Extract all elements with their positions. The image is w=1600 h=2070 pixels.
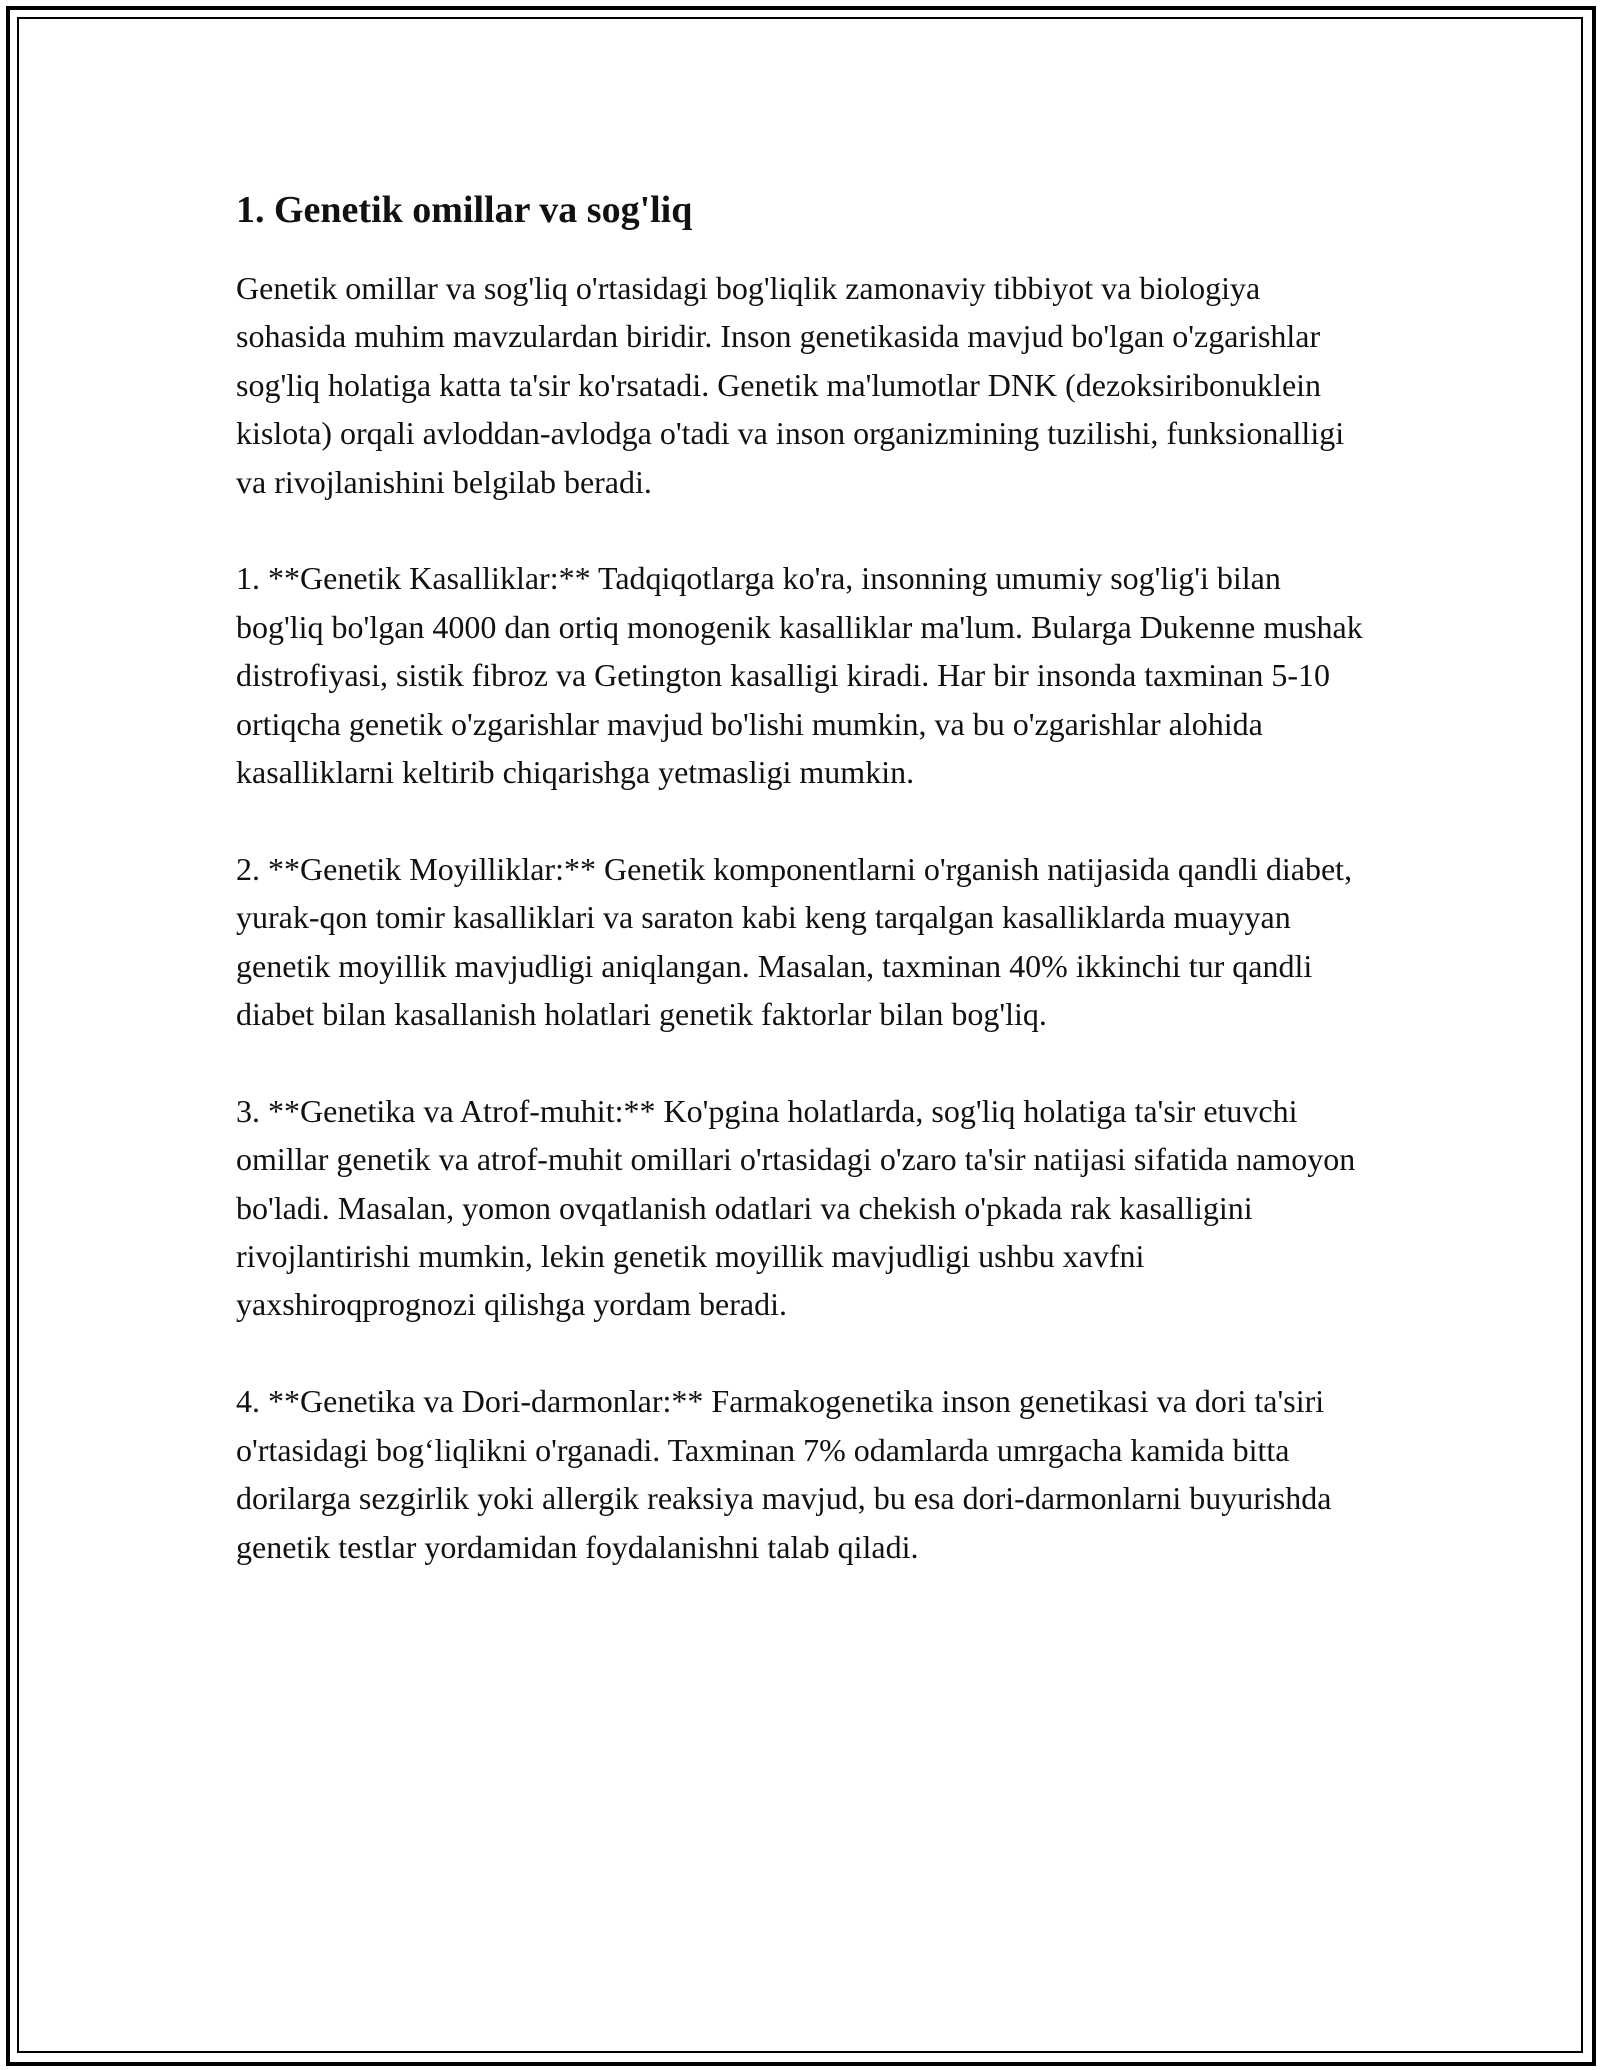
paragraph-genetics-environment: 3. **Genetika va Atrof-muhit:** Ko'pgina holatlarda, sog'liq holatiga ta'sir etuvchi omillar genetik va atrof-muhit omillari o'rtasidagi o'zaro ta'sir natijasi sifatida namoyon bo'ladi. Masalan, yomon ovqatlanish odatlari va chekish o'pkada rak kasalligini rivojlantirishi mumkin, lekin genetik moyillik mavjudligi ushbu xavfni yaxshiroqprognozi qilishga yordam beradi. — [236, 1092, 1356, 1323]
paragraph-genetic-predispositions: 2. **Genetik Moyilliklar:** Genetik komponentlarni o'rganish natijasida qandli diabet, yurak-qon tomir kasalliklari va saraton kabi keng tarqalgan kasalliklarda muayyan genetik moyillik mavjudligi aniqlangan. Masalan, taxminan 40% ikkinchi tur qandli diabet bilan kasallanish holatlari genetik faktorlar bilan bog'liq. — [236, 850, 1353, 1033]
document-body — [236, 186, 1366, 1571]
paragraph-genetics-medicines: 4. **Genetika va Dori-darmonlar:** Farmakogenetika inson genetikasi va dori ta'siri o'rtasidagi bog‘liqlikni o'rganadi. Taxminan 7% odamlarda umrgacha kamida bitta dorilarga sezgirlik yoki allergik reaksiya mavjud, bu esa dori-darmonlarni buyurishda genetik testlar yordamidan foydalanishni talab qiladi. — [236, 1383, 1332, 1565]
intro-paragraph: Genetik omillar va sog'liq o'rtasidagi bog'liqlik zamonaviy tibbiyot va biologiya sohasida muhim mavzulardan biridir. Inson genetikasida mavjud bo'lgan o'zgarishlar sog'liq holatiga katta ta'sir ko'rsatadi. Genetik ma'lumotlar DNK (dezoksiribonuklein kislota) orqali avloddan-avlodga o'tadi va inson organizmining tuzilishi, funksionalligi va rivojlanishini belgilab beradi. — [236, 270, 1345, 500]
section-heading: 1. Genetik omillar va sog'liq — [236, 189, 693, 231]
paragraph-genetic-diseases: 1. **Genetik Kasalliklar:** Tadqiqotlarga ko'ra, insonning umumiy sog'lig'i bilan bog'liq bo'lgan 4000 dan ortiq monogenik kasalliklar ma'lum. Bularga Dukenne mushak distrofiyasi, sistik fibroz va Getington kasalligi kiradi. Har bir insonda taxminan 5-10 ortiqcha genetik o'zgarishlar mavjud bo'lishi mumkin, va bu o'zgarishlar alohida kasalliklarni keltirib chiqarishga yetmasligi mumkin. — [236, 560, 1363, 791]
